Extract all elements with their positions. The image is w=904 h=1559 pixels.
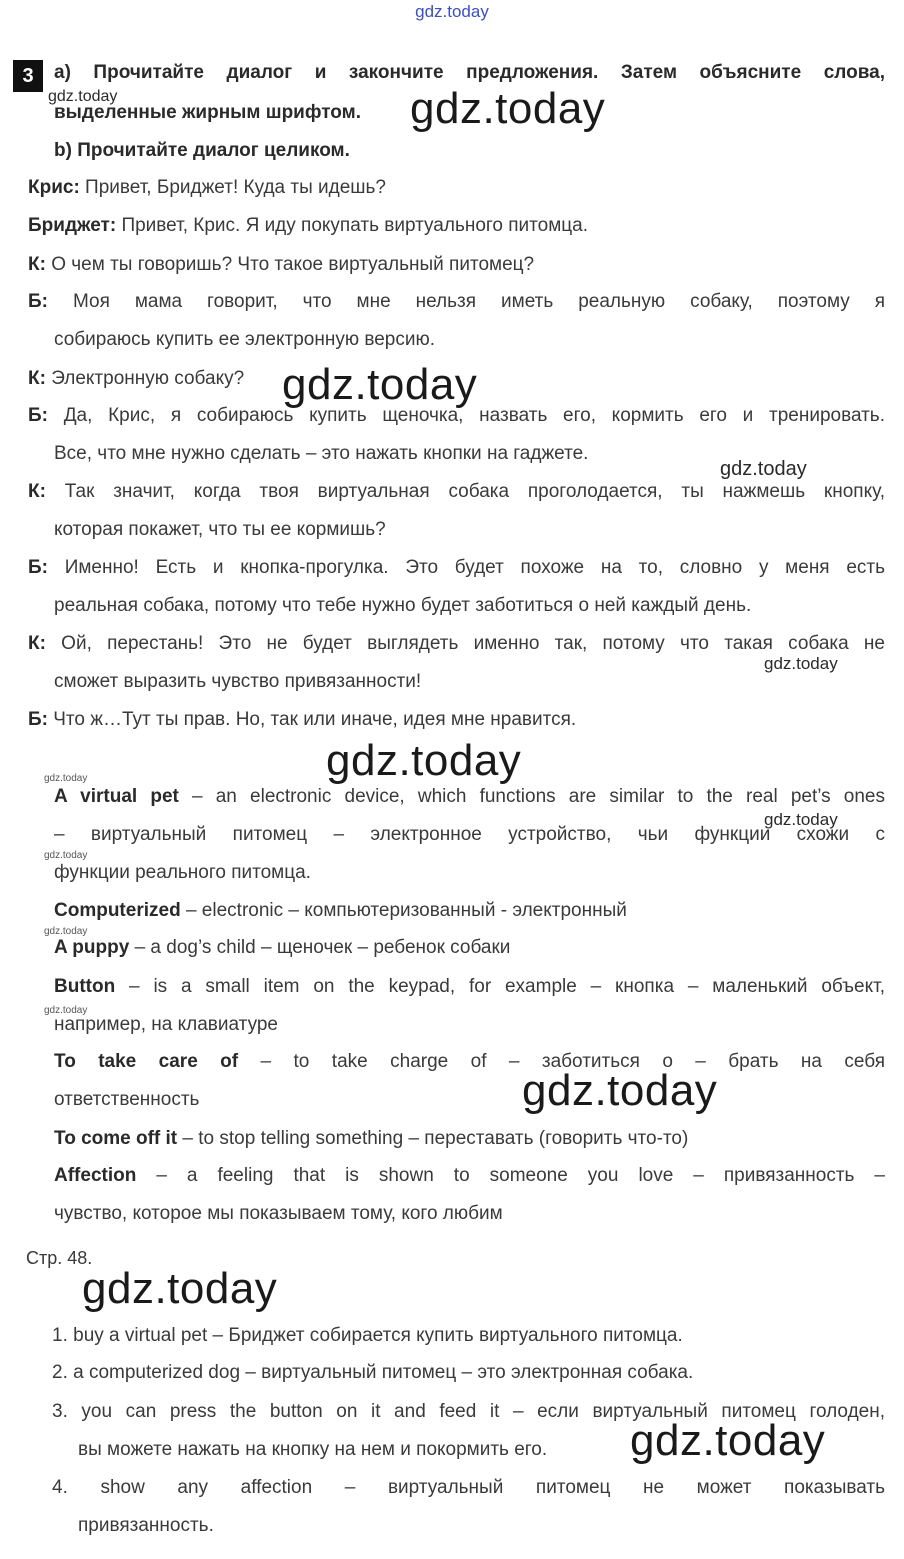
watermark-large: gdz.today [82,1264,278,1313]
dialog-text: Электронную собаку? [45,368,245,389]
speaker: К: [28,633,46,654]
watermark-tiny: gdz.today [44,850,88,861]
dialog-text: Что ж…Тут ты прав. Но, так или иначе, идея мне нравится. [47,709,577,730]
watermark-medium: gdz.today [764,810,838,829]
watermark-medium: gdz.today [764,654,838,673]
glossary-entry-1-cont2: функции реального питомца. [54,862,311,883]
glossary-term: Button [54,976,116,997]
dialog-text: Именно! Есть и кнопка-прогулка. Это будет похоже на то, словно у меня есть [47,557,885,578]
glossary-entry-3 [54,937,510,959]
watermark-large: gdz.today [522,1066,718,1115]
glossary-entry-5-cont: ответственность [54,1089,200,1110]
glossary-entry-5 [54,1051,885,1073]
glossary-term: Computerized [54,900,181,921]
watermark-tiny: gdz.today [44,1005,88,1016]
watermark-tiny: gdz.today [44,773,88,784]
speaker: Б: [28,709,48,730]
task-a-line2: выделенные жирным шрифтом. [54,102,361,123]
answer-4-cont: привязанность. [78,1515,214,1536]
dialog-line-7 [28,481,885,503]
dialog-line-7-cont: которая покажет, что ты ее кормишь? [54,519,386,540]
glossary-entry-7-cont: чувство, которое мы показываем тому, кого любим [54,1203,503,1224]
dialog-line-10 [28,709,576,731]
glossary-text: – to take charge of – заботиться о – брать на себя [238,1051,885,1072]
glossary-entry-7 [54,1165,885,1187]
dialog-line-5 [28,368,244,390]
dialog-line-2 [28,215,588,237]
dialog-line-9 [28,633,885,655]
speaker: К: [28,368,46,389]
glossary-entry-2 [54,900,627,922]
watermark-medium: gdz.today [720,458,807,480]
speaker: Б: [28,557,48,578]
dialog-line-3 [28,254,534,276]
watermark-small: gdz.today [48,88,118,105]
glossary-text: – is a small item on the keypad, for example – кнопка – маленький объект, [115,976,885,997]
dialog-text: Так значит, когда твоя виртуальная собака проголодается, ты нажмешь кнопку, [45,481,885,502]
task-b: b) Прочитайте диалог целиком. [54,140,350,161]
glossary-entry-1 [54,786,885,808]
dialog-line-4 [28,291,885,313]
exercise-number-badge: 3 [13,60,43,92]
dialog-text: Моя мама говорит, что мне нельзя иметь реальную собаку, поэтому я [47,291,885,312]
answer-4: 4. show any affection – виртуальный питомец не может показывать [52,1477,885,1498]
speaker: Крис: [28,177,80,198]
speaker: К: [28,481,46,502]
answer-1: 1. buy a virtual pet – Бриджет собирается купить виртуального питомца. [52,1325,683,1346]
speaker: Бриджет: [28,215,117,236]
glossary-entry-6 [54,1128,688,1150]
glossary-term: Affection [54,1165,137,1186]
watermark-large: gdz.today [282,360,478,409]
answer-3: 3. you can press the button on it and feed it – если виртуальный питомец голоден, [52,1401,885,1422]
answer-3-cont: вы можете нажать на кнопку на нем и покормить его. [78,1439,548,1460]
dialog-line-6-cont: Все, что мне нужно сделать – это нажать кнопки на гаджете. [54,443,589,464]
header-watermark: gdz.today [415,2,489,21]
dialog-line-9-cont: сможет выразить чувство привязанности! [54,671,422,692]
dialog-text: Ой, перестань! Это не будет выглядеть именно так, потому что такая собака не [45,633,885,654]
watermark-tiny: gdz.today [44,926,88,937]
speaker: Б: [28,405,48,426]
dialog-line-8-cont: реальная собака, потому что тебе нужно будет заботиться о ней каждый день. [54,595,752,616]
glossary-entry-4-cont: например, на клавиатуре [54,1014,278,1035]
glossary-text: – a dog’s child – щеночек – ребенок собаки [129,937,511,958]
speaker: К: [28,254,46,275]
glossary-text: – to stop telling something – переставать (говорить что-то) [177,1128,689,1149]
watermark-large: gdz.today [410,84,606,133]
glossary-term: To come off it [54,1128,178,1149]
dialog-line-8 [28,557,885,579]
glossary-term: A virtual pet [54,786,179,807]
glossary-term: To take care of [54,1051,239,1072]
task-a-line1: a) Прочитайте диалог и закончите предложения. Затем объясните слова, [54,62,885,83]
dialog-text: Привет, Крис. Я иду покупать виртуального питомца. [116,215,589,236]
watermark-large: gdz.today [326,736,522,785]
glossary-text: – a feeling that is shown to someone you love – привязанность – [136,1165,885,1186]
glossary-term: A puppy [54,937,130,958]
watermark-large: gdz.today [630,1416,826,1465]
page-reference: Стр. 48. [26,1248,93,1268]
answer-2: 2. a computerized dog – виртуальный питомец – это электронная собака. [52,1362,694,1383]
glossary-text: – an electronic device, which functions are similar to the real pet’s ones [178,786,886,807]
dialog-line-4-cont: собираюсь купить ее электронную версию. [54,329,436,350]
dialog-text: Да, Крис, я собираюсь купить щеночка, назвать его, кормить его и тренировать. [47,405,885,426]
glossary-entry-1-cont: – виртуальный питомец – электронное устройство, чьи функции схожи с [54,824,885,845]
speaker: Б: [28,291,48,312]
dialog-text: Привет, Бриджет! Куда ты идешь? [79,177,386,198]
glossary-text: – electronic – компьютеризованный - электронный [180,900,627,921]
glossary-entry-4 [54,976,885,998]
dialog-text: О чем ты говоришь? Что такое виртуальный питомец? [45,254,535,275]
dialog-line-1 [28,177,386,199]
